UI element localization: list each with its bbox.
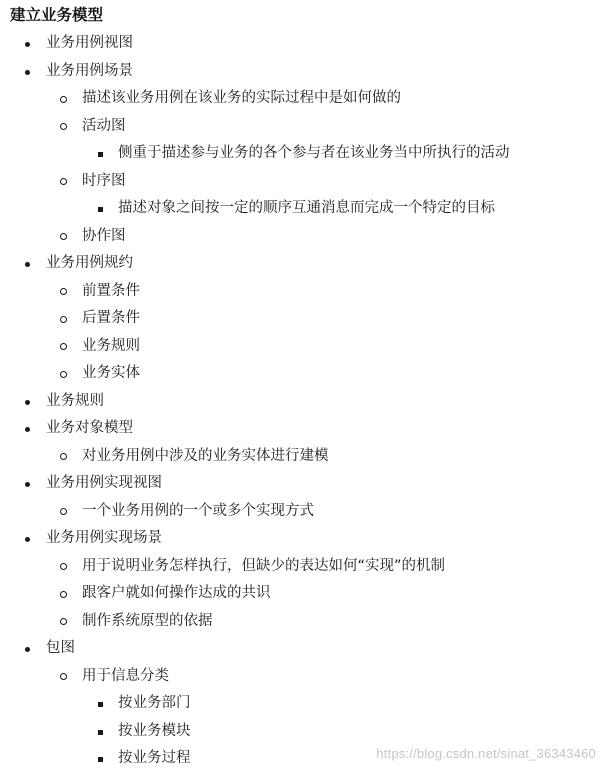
list-item <box>46 278 604 306</box>
list-item <box>46 305 604 333</box>
list-item-label: 活动图 <box>82 117 126 134</box>
list-item <box>46 85 604 113</box>
circle-bullet-icon <box>46 663 82 691</box>
list-item-label: 业务实体 <box>82 365 140 381</box>
list-item-label: 业务用例规约 <box>46 255 133 271</box>
square-bullet-icon <box>82 140 118 168</box>
list-item <box>10 470 604 525</box>
circle-bullet-icon <box>46 443 82 471</box>
list-item <box>46 608 604 636</box>
list-item <box>46 360 604 388</box>
list-item <box>10 58 604 251</box>
disc-bullet-icon <box>10 250 46 278</box>
circle-bullet-icon <box>46 278 82 306</box>
list-item <box>10 250 604 388</box>
list-item-label: 制作系统原型的依据 <box>82 612 213 629</box>
list-item-label: 后置条件 <box>82 310 140 326</box>
list-item <box>46 223 604 251</box>
list-item-label: 跟客户就如何操作达成的共识 <box>82 585 271 601</box>
list-item-label: 业务用例实现场景 <box>46 530 162 546</box>
list-item <box>10 30 604 58</box>
list-item <box>82 140 604 168</box>
document <box>10 4 604 773</box>
list-item <box>46 443 604 471</box>
disc-bullet-icon <box>10 470 46 498</box>
list-item-label: 业务对象模型 <box>46 420 133 436</box>
list-item-label: 时序图 <box>82 172 126 189</box>
square-bullet-icon <box>82 745 118 773</box>
list-item <box>46 113 604 168</box>
circle-bullet-icon <box>46 333 82 361</box>
circle-bullet-icon <box>46 305 82 333</box>
list-item-label: 按业务模块 <box>118 722 191 739</box>
list-item <box>46 333 604 361</box>
list-item-label: 包图 <box>46 640 75 656</box>
list-item <box>46 168 604 223</box>
list-item-label: 前置条件 <box>82 282 140 299</box>
list-item <box>46 498 604 526</box>
disc-bullet-icon <box>10 58 46 86</box>
nested-list <box>82 195 604 223</box>
circle-bullet-icon <box>46 168 82 196</box>
nested-list <box>46 553 604 636</box>
square-bullet-icon <box>82 690 118 718</box>
list-item <box>82 718 604 746</box>
disc-bullet-icon <box>10 525 46 553</box>
list-item <box>46 580 604 608</box>
circle-bullet-icon <box>46 113 82 141</box>
nested-list <box>46 85 604 250</box>
list-item-label: 按业务过程 <box>118 750 191 766</box>
list-item <box>10 415 604 470</box>
circle-bullet-icon <box>46 498 82 526</box>
square-bullet-icon <box>82 718 118 746</box>
page-title: 建立业务模型 <box>10 6 104 24</box>
list-item-label: 协作图 <box>82 227 126 244</box>
disc-bullet-icon <box>10 388 46 416</box>
watermark: https://blog.csdn.net/sinat_36343460 <box>376 746 596 761</box>
list-item-label: 业务规则 <box>46 392 104 409</box>
disc-bullet-icon <box>10 635 46 663</box>
list-item <box>46 553 604 581</box>
circle-bullet-icon <box>46 223 82 251</box>
list-item-label: 描述对象之间按一定的顺序互通消息而完成一个特定的目标 <box>118 200 495 216</box>
nested-list <box>82 140 604 168</box>
list-item-label: 用于说明业务怎样执行，但缺少的表达如何“实现”的机制 <box>82 557 446 574</box>
list-item-label: 按业务部门 <box>118 695 191 711</box>
outline-list <box>10 30 604 773</box>
disc-bullet-icon <box>10 415 46 443</box>
list-item <box>10 525 604 635</box>
square-bullet-icon <box>82 195 118 223</box>
list-item-label: 描述该业务用例在该业务的实际过程中是如何做的 <box>82 90 401 106</box>
circle-bullet-icon <box>46 608 82 636</box>
list-item-label: 用于信息分类 <box>82 667 169 684</box>
list-item <box>10 388 604 416</box>
nested-list <box>46 443 604 471</box>
list-item-label: 一个业务用例的一个或多个实现方式 <box>82 502 314 519</box>
circle-bullet-icon <box>46 580 82 608</box>
list-item-label: 业务用例实现视图 <box>46 475 162 491</box>
list-item <box>82 690 604 718</box>
list-item-label: 侧重于描述参与业务的各个参与者在该业务当中所执行的活动 <box>118 145 510 161</box>
list-item-label: 对业务用例中涉及的业务实体进行建模 <box>82 447 329 464</box>
list-item-label: 业务用例视图 <box>46 35 133 51</box>
list-item <box>82 195 604 223</box>
nested-list <box>46 498 604 526</box>
list-item-label: 业务规则 <box>82 337 140 354</box>
disc-bullet-icon <box>10 30 46 58</box>
circle-bullet-icon <box>46 360 82 388</box>
nested-list <box>46 278 604 388</box>
circle-bullet-icon <box>46 85 82 113</box>
circle-bullet-icon <box>46 553 82 581</box>
list-item-label: 业务用例场景 <box>46 62 133 79</box>
